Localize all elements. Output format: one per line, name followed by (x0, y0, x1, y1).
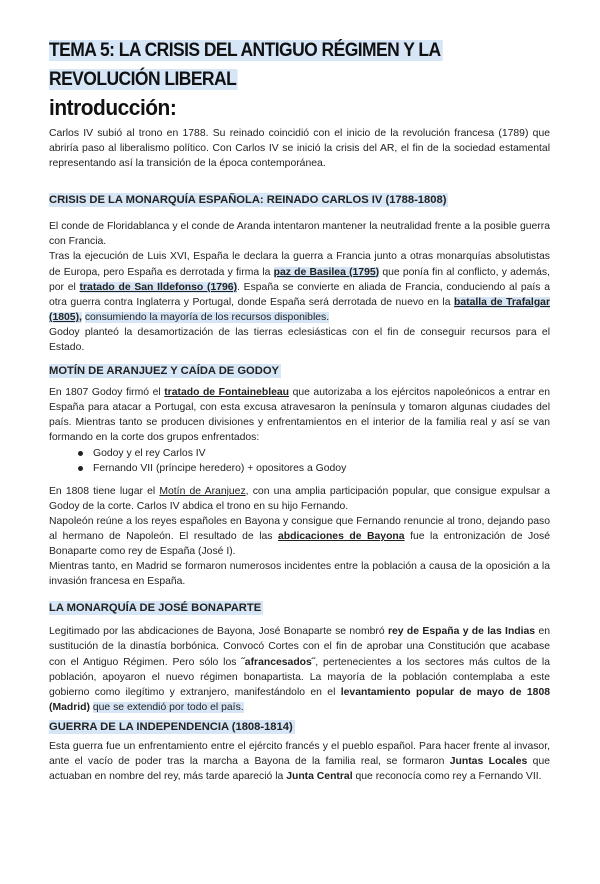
crisis-paragraph-2 (49, 249, 550, 324)
motin-p2-text-c: , con una amplia participación popular, que consigue expulsar a Godoy de la corte. Carlos IV abdica el trono en su hijo Fernando. (49, 485, 550, 512)
title-line-1: TEMA 5: LA CRISIS DEL ANTIGUO RÉGIMEN Y LA (49, 40, 441, 61)
motin-paragraph-2 (49, 484, 550, 514)
junta-central: Junta Central (286, 771, 353, 783)
section-heading-guerra-text: GUERRA DE LA INDEPENDENCIA (1808-1814) (49, 720, 293, 733)
section-heading-bonaparte (49, 599, 550, 617)
motin-p2-text-a: En 1808 tiene lugar el (49, 485, 156, 497)
section-heading-motin-text: MOTÍN DE ARANJUEZ Y CAÍDA DE GODOY (49, 365, 279, 378)
levantamiento-popular: levantamiento popular de mayo de 1808 (Madrid) (49, 686, 550, 713)
bullet-icon (78, 466, 83, 471)
batalla-trafalgar: batalla de Trafalgar (1805), (49, 296, 550, 323)
crisis-paragraph-3: Godoy planteó la desamortización de las tierras eclesiásticas con el fin de conseguir recursos para el Estado. (49, 326, 550, 354)
guerra-text-e: que reconocía como rey a Fernando VII. (355, 771, 542, 783)
bonaparte-text-c: en sustitución de la dinastía borbónica. Convocó Cortes con el fin de aprobar una Constitución que acabase con el Antiguo Régimen. Pero sólo los (49, 626, 550, 668)
list-item-text: Fernando VII (príncipe heredero) + opositores a Godoy (93, 462, 347, 474)
afrancesados: ˝afrancesados˝ (241, 656, 316, 668)
motin-p3-text-c: fue la entronización de José Bonaparte como rey de España (José I). (49, 530, 550, 558)
abdicaciones-de-bayona: abdicaciones de Bayona (278, 530, 405, 542)
motin-paragraph-3 (49, 514, 550, 559)
document-page (0, 36, 600, 884)
rey-de-espana: rey de España y de las Indias (387, 626, 536, 638)
crisis-p2-text-g: consumiendo la mayoría de los recursos disponibles. (84, 311, 330, 323)
guerra-text-a: Esta guerra fue un enfrentamiento entre el ejército francés y el pueblo español. Para hacer frente al invasor, ante el vacío de poder tras la marcha a Bayona de la familia real, se formaron (49, 740, 550, 767)
motin-p1-text-c: que autorizaba a los ejércitos napoleónicos a entrar en España para atacar a Portugal, con esta excusa atravesaron la península y tomaron algunas ciudades del país. Mientras tanto se producen divisiones y enfrentamientos en el interior de la familia real y así se van formando en la corte dos grupos enfrentados: (49, 387, 551, 444)
section-heading-motin (49, 362, 550, 380)
intro-paragraph: Carlos IV subió al trono en 1788. Su reinado coincidió con el inicio de la revolución francesa (1789) que abriría paso al liberalismo político. Con Carlos IV se inició la crisis del AR, el fin de la sociedad estamental representando así la transición de la época contemporánea. (49, 128, 550, 170)
juntas-locales: Juntas Locales (449, 756, 528, 767)
motin-paragraph-4: Mientras tanto, en Madrid se formaron numerosos incidentes entre la población a causa de la oposición a la invasión francesa en España. (49, 561, 550, 588)
tratado-fontainebleau: tratado de Fontainebleau (164, 387, 290, 399)
motin-de-aranjuez: Motín de Aranjuez (159, 485, 246, 497)
list-item-text: Godoy y el rey Carlos IV (93, 447, 206, 459)
section-heading-guerra (49, 718, 550, 736)
bonaparte-text-e: , pertenecientes a los sectores más cultos de la población, apoyaron el nuevo régimen bonapartista. La mayoría de la población contemplaba a este gobierno como ilegítimo y extranjero, manifestándolo en el (49, 656, 550, 698)
bonaparte-text-g: que se extendió por todo el país. (92, 701, 244, 713)
section-heading-crisis-text: CRISIS DE LA MONARQUÍA ESPAÑOLA: REINADO CARLOS IV (1788-1808) (49, 194, 447, 207)
section-heading-crisis (49, 191, 550, 209)
list-item (93, 446, 550, 461)
bonaparte-text-a: Legitimado por las abdicaciones de Bayona, José Bonaparte se nombró (49, 626, 385, 638)
motin-p3-text-a: Napoleón reúne a los reyes españoles en Bayona y consigue que Fernando renuncie al trono, dejando paso al hermano de Napoleón. El resultado de las (49, 515, 550, 542)
motin-p1-text-a: En 1807 Godoy firmó el (49, 387, 161, 399)
guerra-text-c: que actuaban en nombre del rey, más tarde apareció la (49, 756, 551, 783)
bonaparte-paragraph (49, 624, 550, 715)
title-line-2: REVOLUCIÓN LIBERAL (49, 69, 237, 90)
paz-de-basilea: paz de Basilea (1795) (273, 266, 380, 278)
page-title (49, 36, 555, 94)
motin-paragraph-1 (49, 385, 550, 445)
crisis-p2-text-a: Tras la ejecución de Luis XVI, España le declara la guerra a Francia junto a otras monarquías absolutistas de Europa, pero España es derrotada y firma la (49, 251, 550, 278)
bullet-icon (78, 451, 83, 456)
crisis-p2-text-c: que ponía fin al conflicto, y además, por el (49, 266, 550, 293)
intro-heading: introducción: (49, 95, 177, 120)
crisis-p2-text-e: . España se convierte en aliada de Francia, conduciendo al país a otra guerra contra Inglaterra y Portugal, donde España será derrotada de nuevo en la (49, 281, 550, 308)
tratado-san-ildefonso: tratado de San Ildefonso (1796) (79, 281, 238, 293)
factions-list (49, 446, 550, 476)
guerra-paragraph (49, 739, 550, 784)
section-heading-bonaparte-text: LA MONARQUÍA DE JOSÉ BONAPARTE (49, 602, 262, 615)
list-item (93, 461, 550, 476)
crisis-paragraph-1: El conde de Floridablanca y el conde de Aranda intentaron mantener la neutralidad frente a la posible guerra con Francia. (49, 221, 550, 248)
